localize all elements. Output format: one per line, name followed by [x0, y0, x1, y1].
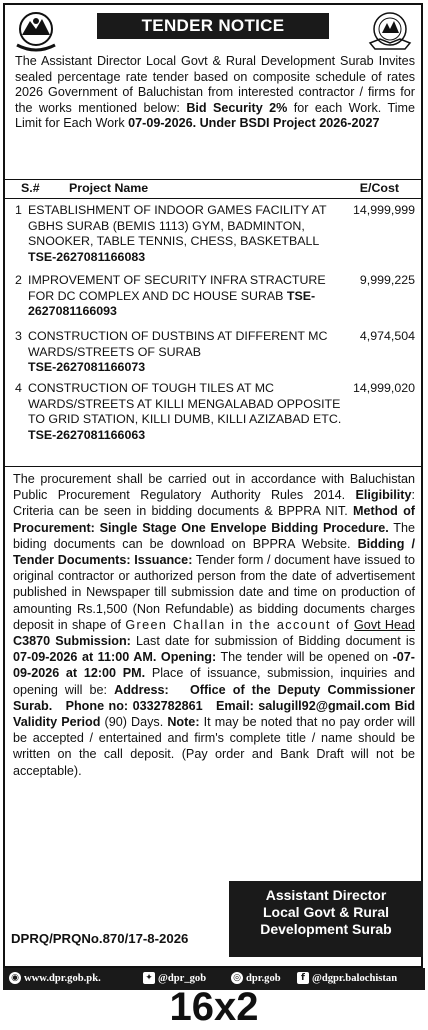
phone-number: 0332782861: [132, 698, 203, 713]
row-number: 2: [15, 273, 22, 287]
project-name: ESTABLISHMENT OF INDOOR GAMES FACILITY AT GBHS SURAB (BEMIS 1113) GYM, BADMINTON, SNOOKER, TABLE TENNIS, CHESS, BASKETBALL: [28, 203, 327, 249]
terms-text: The procurement shall be carried out in accordance with Baluchistan Public Procurement Regulatory Authority Rules 2014.: [13, 472, 415, 503]
time-limit: 07-09-2026. Under BSDI Project 2026-2027: [128, 116, 380, 131]
instagram-handle[interactable]: dpr.gob: [246, 972, 281, 984]
twitter-icon: ✦: [143, 972, 155, 984]
page-title: TENDER NOTICE: [97, 13, 329, 39]
notice-header: [5, 5, 421, 53]
terms-text: (90) Days.: [100, 715, 168, 730]
documents-label: Bidding / Tender Documents: Issuance:: [13, 536, 415, 568]
challan-text: Green Challan in the account of: [125, 617, 350, 632]
instagram-icon: ◎: [231, 972, 243, 984]
table-row: [5, 273, 421, 335]
opening-label: Opening:: [160, 650, 217, 665]
reference-number: DPRQ/PRQNo.870/17-8-2026: [11, 931, 189, 946]
intro-text-2: for each Work. Time Limit for Each Work: [15, 100, 416, 131]
submission-date: 07-09-2026 at 11:00 AM.: [13, 650, 157, 665]
terms-paragraph: [13, 471, 415, 779]
method-label: Method of Procurement: Single Stage One Envelope Bidding Procedure.: [13, 504, 416, 535]
intro-paragraph: [15, 54, 415, 132]
row-cost: 4,974,504: [359, 329, 415, 343]
header-sn: S.#: [21, 181, 40, 195]
phone-label: Phone no:: [65, 698, 129, 713]
validity-label: Bid Validity Period: [13, 698, 416, 730]
signature-block: [229, 881, 423, 957]
terms-text: The tender will be opened on: [216, 650, 393, 665]
submission-label: Submission:: [55, 634, 131, 649]
tse-id: TSE-2627081166083: [28, 250, 146, 265]
tse-id: TSE-2627081166093: [28, 288, 316, 319]
row-project: [28, 203, 346, 266]
row-cost: 14,999,020: [352, 381, 415, 395]
globe-icon: ◉: [9, 972, 21, 984]
table-row: [5, 381, 421, 451]
signature-line: Development Surab: [260, 921, 392, 937]
footer-website[interactable]: [9, 972, 101, 984]
row-cost: 14,999,999: [352, 203, 415, 217]
email-address[interactable]: salugill92@gmail.com: [258, 698, 391, 713]
row-cost: 9,999,225: [359, 273, 415, 287]
row-number: 4: [15, 381, 22, 395]
footer-facebook[interactable]: [297, 972, 397, 984]
facebook-handle[interactable]: @dgpr.balochistan: [312, 972, 398, 984]
table-row: [5, 203, 421, 273]
website-link[interactable]: www.dpr.gob.pk.: [24, 972, 101, 984]
facebook-icon: f: [297, 972, 309, 984]
works-table: [5, 179, 421, 451]
header-cost: E/Cost: [359, 181, 399, 195]
row-project: [28, 329, 346, 376]
table-header: [5, 179, 421, 199]
terms-text: : Criteria can be seen in bidding documents & BPPRA NIT.: [13, 488, 415, 519]
tse-id: TSE-2627081166063: [28, 428, 146, 443]
row-number: 3: [15, 329, 22, 343]
opening-date: -07-09-2026 at 12:00 PM.: [13, 650, 416, 681]
note-label: Note:: [167, 715, 200, 730]
header-project-name: Project Name: [69, 181, 149, 195]
terms-text: The biding documents can be download on BPPRA Website.: [13, 520, 415, 551]
terms-text: Tender form / document have issued to original contractor or authorized person from the date of advertisement published in Newspaper till submission date and time on production of amounting Rs.1,500 (Non Refundable) as bidding documents charges deposit in shape of: [13, 553, 415, 632]
tender-notice: [3, 3, 423, 968]
signature-line: Assistant Director: [265, 887, 387, 903]
govt-head: Govt Head: [354, 617, 415, 632]
bid-security: Bid Security 2%: [186, 100, 288, 115]
project-name: IMPROVEMENT OF SECURITY INFRA STRACTURE FOR DC COMPLEX AND DC HOUSE SURAB: [28, 273, 326, 303]
row-number: 1: [15, 203, 22, 217]
terms-text: It may be noted that no pay order will be accepted / entertained and firm's complete title / name should be written on the call deposit. (Pay order and Bank Draft will not be acceptable).: [13, 715, 415, 778]
footer-instagram[interactable]: [231, 972, 281, 984]
row-project: [28, 381, 346, 444]
terms-text: Place of issuance, submission, inquiries and opening will be:: [13, 666, 415, 697]
divider: [5, 466, 421, 467]
twitter-handle[interactable]: @dpr_gob: [158, 972, 207, 984]
intro-text: The Assistant Director Local Govt & Rural Development Surab Invites sealed percentage rate tender based on composite schedule of rates 2026 Government of Baluchistan from interested contractor / firms for the works mentioned below:: [15, 54, 415, 115]
eligibility-label: Eligibility: [355, 488, 412, 503]
table-row: [5, 329, 421, 386]
terms-text: Last date for submission of Bidding document is: [130, 634, 415, 649]
signature-line: Local Govt & Rural: [262, 904, 390, 920]
project-name: CONSTRUCTION OF DUSTBINS AT DIFFERENT MC WARDS/STREETS OF SURAB: [28, 329, 328, 359]
ad-size-label: 16x2: [169, 985, 259, 1029]
head-code: C3870: [13, 634, 51, 649]
address-label: Address:: [114, 682, 169, 697]
office-address: Office of the Deputy Commissioner Surab.: [13, 682, 415, 713]
balochistan-emblem-icon: [11, 9, 61, 53]
email-label: Email:: [216, 698, 254, 713]
dpr-emblem-icon: [365, 9, 415, 53]
tse-id: TSE-2627081166073: [28, 360, 146, 375]
footer-twitter[interactable]: [143, 972, 206, 984]
project-name: CONSTRUCTION OF TOUGH TILES AT MC WARDS/STREETS AT KILLI MENGALABAD OPPOSITE TO GRID STATION, KILLI DUMB, KILLI AZIZABAD ETC.: [28, 381, 342, 427]
row-project: [28, 273, 346, 320]
